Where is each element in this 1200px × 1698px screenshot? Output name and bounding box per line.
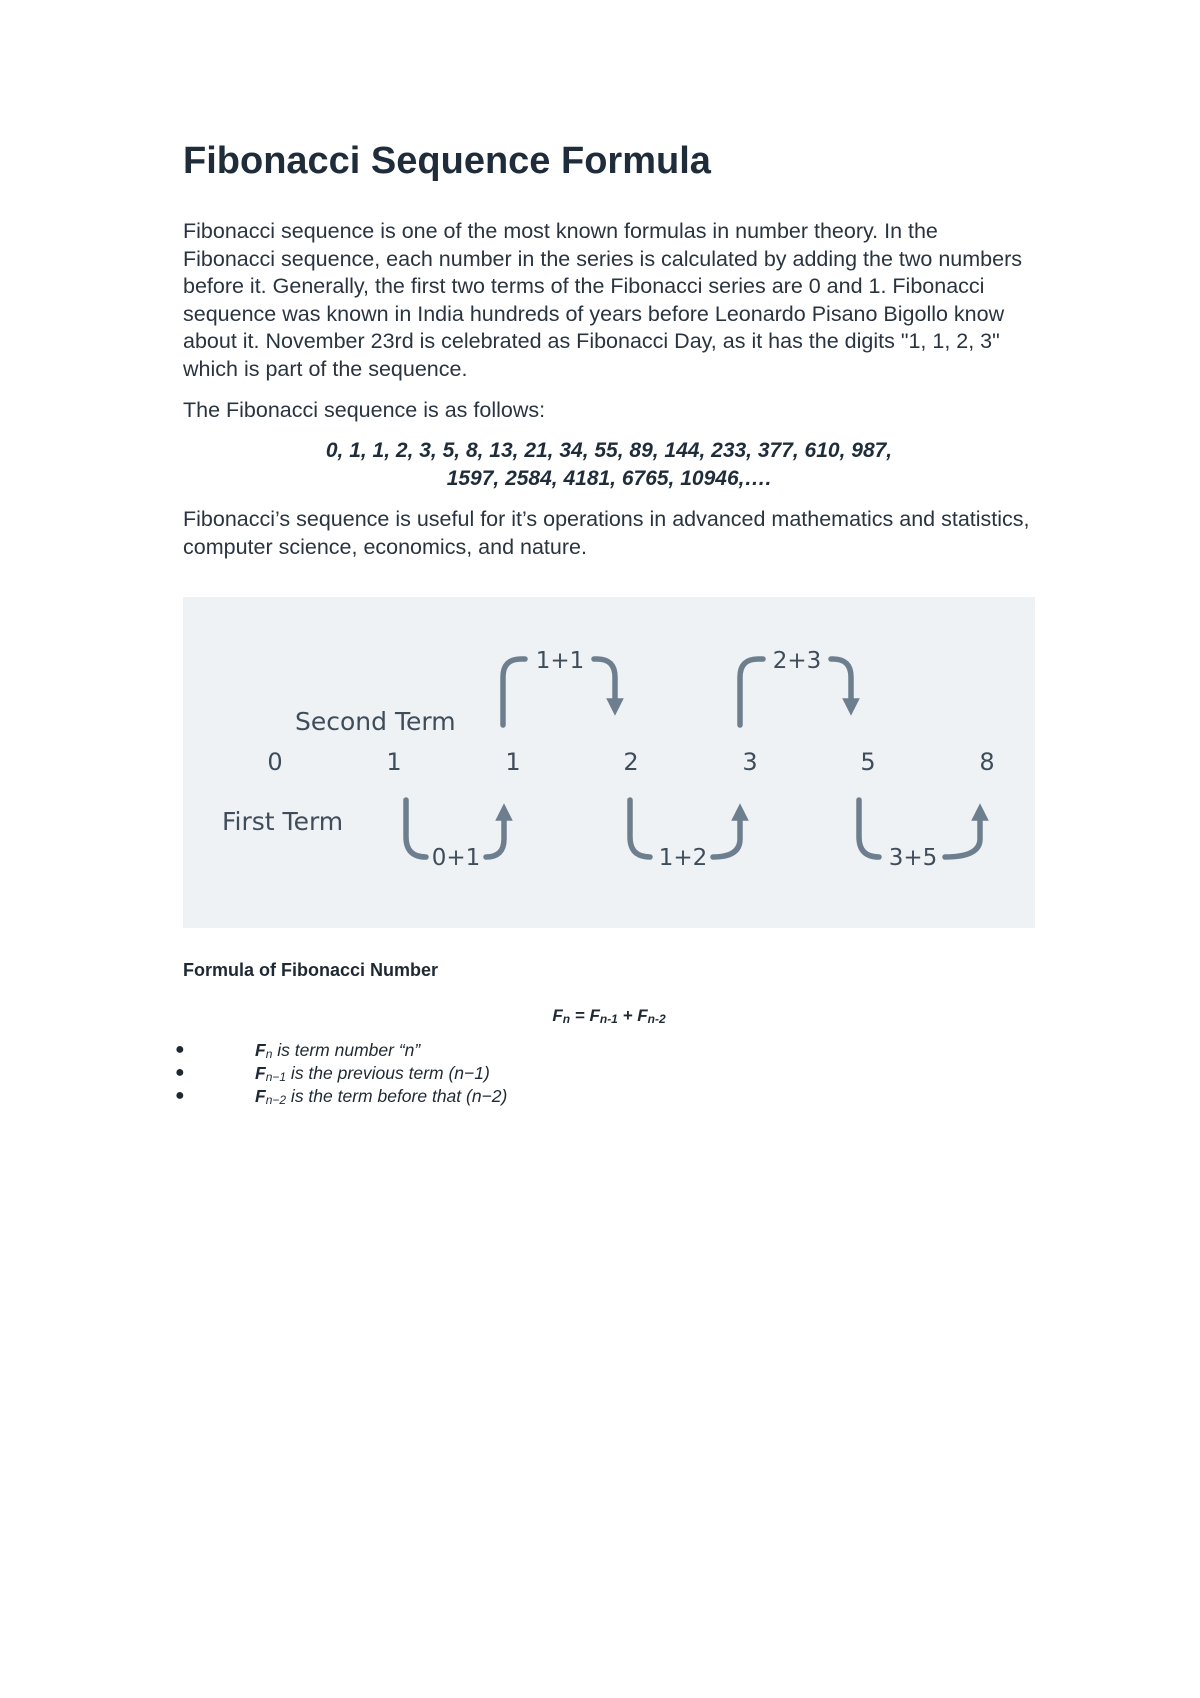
definition-sub: n−1 xyxy=(265,1070,287,1084)
definition-sub: n−2 xyxy=(265,1093,287,1107)
sequence-number: 8 xyxy=(979,748,995,776)
definition-desc: is the previous term (n−1) xyxy=(286,1063,490,1083)
top-arrow-1-tail xyxy=(594,659,615,707)
bottom-arrow-1-tail xyxy=(486,812,504,857)
fibonacci-formula xyxy=(183,1006,1035,1026)
top-arrow-2 xyxy=(740,659,763,725)
fibonacci-diagram xyxy=(183,597,1035,928)
bottom-sum-label: 0+1 xyxy=(431,845,481,871)
sequence-number: 0 xyxy=(267,748,283,776)
bottom-arrow-3 xyxy=(859,800,879,857)
definition-symbol: F xyxy=(255,1063,266,1083)
sequence-number: 1 xyxy=(386,748,402,776)
second-term-label: Second Term xyxy=(295,707,456,736)
formula-heading: Formula of Fibonacci Number xyxy=(183,960,439,980)
definition-desc: is term number “n” xyxy=(272,1040,421,1060)
formula-equals: = xyxy=(574,1006,585,1025)
fibonacci-sequence xyxy=(183,437,1035,492)
sequence-line-1: 0, 1, 1, 2, 3, 5, 8, 13, 21, 34, 55, 89, 144, 233, 377, 610, 987, xyxy=(325,439,893,462)
first-term-label: First Term xyxy=(222,807,344,836)
fibonacci-diagram-svg xyxy=(183,597,1035,928)
formula-lhs: F xyxy=(552,1006,563,1025)
definition-desc: is the term before that (n−2) xyxy=(286,1086,508,1106)
bottom-sum-label: 3+5 xyxy=(888,845,938,871)
bottom-arrow-1 xyxy=(406,800,426,857)
bullet-icon: ● xyxy=(175,1087,185,1104)
formula-term2: F xyxy=(637,1006,648,1025)
formula-plus: + xyxy=(622,1006,633,1025)
definition-text xyxy=(255,1086,507,1107)
sequence-number: 1 xyxy=(505,748,521,776)
bullet-icon: ● xyxy=(175,1041,185,1058)
bullet-icon: ● xyxy=(175,1064,185,1081)
definition-symbol: F xyxy=(255,1086,266,1106)
sequence-number: 3 xyxy=(742,748,758,776)
bottom-arrow-2 xyxy=(630,800,650,857)
bottom-arrow-3-tail xyxy=(945,812,980,857)
bottom-arrow-2-tail xyxy=(713,812,740,857)
formula-term1-sub: n-1 xyxy=(599,1012,618,1026)
page-title: Fibonacci Sequence Formula xyxy=(183,140,711,182)
top-sum-label: 1+1 xyxy=(535,648,585,674)
usage-paragraph: Fibonacci’s sequence is useful for it’s operations in advanced mathematics and statistics, computer science, economics, and nature. xyxy=(183,507,1030,559)
formula-term2-sub: n-2 xyxy=(647,1012,666,1026)
definition-text xyxy=(255,1040,420,1061)
definition-sub: n xyxy=(265,1047,273,1061)
top-sum-label: 2+3 xyxy=(772,648,822,674)
sequence-intro-text: The Fibonacci sequence is as follows: xyxy=(183,398,546,422)
intro-paragraph: Fibonacci sequence is one of the most known formulas in number theory. In the Fibonacci sequence, each number in the series is calculated by adding the two numbers before it. Generally, the first two terms of the Fibonacci series are 0 and 1. Fibonacci sequence was known in India hundreds of years before Leonardo Pisano Bigollo know about it. November 23rd is celebrated as Fibonacci Day, as it has the digits "1, 1, 2, 3" which is part of the sequence. xyxy=(183,219,1022,381)
definition-text xyxy=(255,1063,490,1084)
formula-term1: F xyxy=(589,1006,600,1025)
bottom-sum-label: 1+2 xyxy=(658,845,708,871)
sequence-number: 2 xyxy=(623,748,639,776)
sequence-number: 5 xyxy=(860,748,876,776)
sequence-line-2: 1597, 2584, 4181, 6765, 10946,…. xyxy=(446,466,772,490)
definition-symbol: F xyxy=(255,1040,266,1060)
top-arrow-2-tail xyxy=(831,659,851,707)
formula-lhs-sub: n xyxy=(562,1012,571,1026)
top-arrow-1 xyxy=(503,659,525,725)
